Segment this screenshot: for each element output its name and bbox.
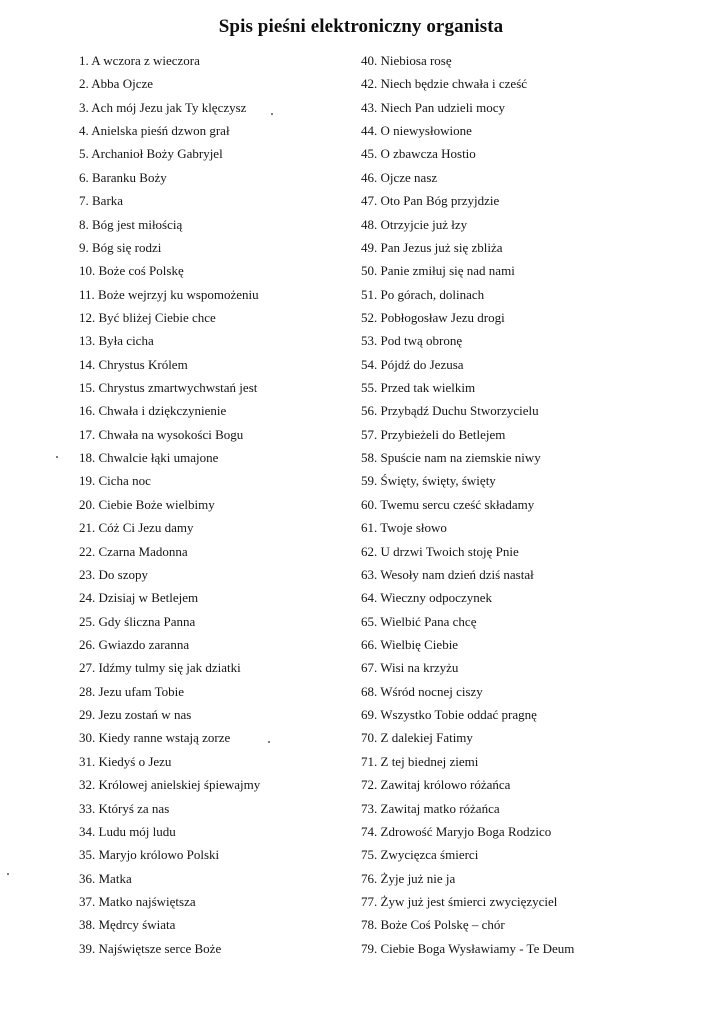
song-list-item: 48. Otrzyjcie już łzy	[361, 216, 468, 232]
song-list-item: 18. Chwalcie łąki umajone	[79, 450, 219, 466]
song-list-item: 76. Żyje już nie ja	[361, 870, 456, 886]
song-list-item: 59. Święty, święty, święty	[361, 473, 496, 489]
song-list-item: 77. Żyw już jest śmierci zwycięzyciel	[361, 893, 558, 909]
song-list-item: 72. Zawitaj królowo różańca	[361, 777, 511, 793]
song-list-item: 1. A wczora z wieczora	[79, 53, 200, 68]
song-list-item: 26. Gwiazdo zaranna	[79, 636, 190, 652]
song-list-item: 57. Przybieżeli do Betlejem	[361, 426, 506, 442]
song-list-item: 73. Zawitaj matko różańca	[361, 800, 500, 816]
scan-speck	[271, 113, 273, 115]
scan-speck	[56, 456, 58, 458]
song-list-item: 64. Wieczny odpoczynek	[361, 590, 492, 606]
song-list-item: 7. Barka	[79, 193, 124, 209]
song-list-item: 4. Anielska pieśń dzwon grał	[79, 123, 230, 139]
song-list-item: 14. Chrystus Królem	[79, 356, 188, 372]
song-list-right	[361, 49, 681, 960]
song-list-item: 19. Cicha noc	[79, 473, 151, 489]
song-list-item: 56. Przybądź Duchu Stworzycielu	[361, 403, 539, 419]
song-list-item: 62. U drzwi Twoich stoję Pnie	[361, 543, 519, 559]
song-list-item: 42. Niech będzie chwała i cześć	[361, 76, 528, 92]
song-list-item: 75. Zwycięzca śmierci	[361, 847, 479, 863]
song-list-item: 46. Ojcze nasz	[361, 169, 438, 185]
song-list-item: 13. Była cicha	[79, 333, 154, 349]
song-list-item: 35. Maryjo królowo Polski	[79, 847, 220, 863]
song-list-left	[79, 49, 349, 960]
song-list-item: 8. Bóg jest miłością	[79, 216, 183, 232]
song-list-item: 25. Gdy śliczna Panna	[79, 613, 196, 629]
song-list-item: 40. Niebiosa rosę	[361, 53, 452, 68]
scan-speck	[7, 873, 9, 875]
song-list-item: 61. Twoje słowo	[361, 520, 447, 536]
song-list-item: 38. Mędrcy świata	[79, 917, 176, 933]
song-list-item: 34. Ludu mój ludu	[79, 823, 176, 839]
song-list-item: 9. Bóg się rodzi	[79, 239, 162, 255]
song-list-item: 27. Idźmy tulmy się jak dziatki	[79, 660, 241, 676]
song-list-item: 6. Baranku Boży	[79, 169, 167, 185]
scan-speck	[268, 741, 270, 743]
song-list-item: 66. Wielbię Ciebie	[361, 636, 459, 652]
song-list-item: 68. Wśród nocnej ciszy	[361, 683, 483, 699]
song-list-item: 16. Chwała i dziękczynienie	[79, 403, 227, 419]
song-list-item: 39. Najświętsze serce Boże	[79, 940, 222, 956]
song-list-item: 29. Jezu zostań w nas	[79, 707, 192, 723]
song-list-item: 43. Niech Pan udzieli mocy	[361, 99, 506, 115]
song-list-item: 22. Czarna Madonna	[79, 543, 188, 559]
song-list-item: 28. Jezu ufam Tobie	[79, 683, 184, 699]
song-list-item: 36. Matka	[79, 870, 132, 886]
song-list-item: 33. Któryś za nas	[79, 800, 170, 816]
song-list-item: 55. Przed tak wielkim	[361, 380, 476, 396]
song-list-item: 11. Boże wejrzyj ku wspomożeniu	[79, 286, 259, 302]
song-list-item: 50. Panie zmiłuj się nad nami	[361, 263, 515, 279]
song-list-item: 69. Wszystko Tobie oddać pragnę	[361, 707, 537, 723]
song-list-item: 5. Archanioł Boży Gabryjel	[79, 146, 223, 162]
song-list-item: 10. Boże coś Polskę	[79, 263, 184, 279]
song-list-item: 17. Chwała na wysokości Bogu	[79, 426, 244, 442]
song-list-item: 44. O niewysłowione	[361, 123, 472, 139]
song-list-item: 49. Pan Jezus już się zbliża	[361, 239, 503, 255]
song-list-item: 54. Pójdź do Jezusa	[361, 356, 464, 372]
song-list-item: 74. Zdrowość Maryjo Boga Rodzico	[361, 823, 552, 839]
song-list-item: 21. Cóż Ci Jezu damy	[79, 520, 194, 536]
song-list-item: 79. Ciebie Boga Wysławiamy - Te Deum	[361, 940, 575, 956]
song-list-item: 24. Dzisiaj w Betlejem	[79, 590, 199, 606]
song-list-item: 2. Abba Ojcze	[79, 76, 154, 92]
song-list-item: 12. Być bliżej Ciebie chce	[79, 309, 216, 325]
song-list-item: 71. Z tej biednej ziemi	[361, 753, 479, 769]
song-list-item: 30. Kiedy ranne wstają zorze	[79, 730, 231, 746]
song-list-item: 3. Ach mój Jezu jak Ty klęczysz	[79, 99, 247, 115]
song-list-item: 60. Twemu sercu cześć składamy	[361, 496, 535, 512]
song-list-item: 70. Z dalekiej Fatimy	[361, 730, 473, 746]
song-list-item: 52. Pobłogosław Jezu drogi	[361, 309, 505, 325]
song-list-item: 78. Boże Coś Polskę – chór	[361, 917, 505, 933]
song-list-item: 51. Po górach, dolinach	[361, 286, 485, 302]
song-list-item: 58. Spuście nam na ziemskie niwy	[361, 450, 541, 466]
song-list-item: 67. Wisi na krzyżu	[361, 660, 459, 676]
song-list-item: 47. Oto Pan Bóg przyjdzie	[361, 193, 500, 209]
song-list-item: 31. Kiedyś o Jezu	[79, 753, 172, 769]
song-list-item: 53. Pod twą obronę	[361, 333, 463, 349]
song-list-item: 32. Królowej anielskiej śpiewajmy	[79, 777, 261, 793]
song-list-item: 63. Wesoły nam dzień dziś nastał	[361, 566, 534, 582]
song-list-item: 23. Do szopy	[79, 566, 148, 582]
song-list-item: 15. Chrystus zmartwychwstań jest	[79, 380, 258, 396]
page-title: Spis pieśni elektroniczny organista	[218, 16, 504, 37]
song-list-item: 37. Matko najświętsza	[79, 893, 196, 909]
song-list-item: 20. Ciebie Boże wielbimy	[79, 496, 215, 512]
song-list-item: 45. O zbawcza Hostio	[361, 146, 476, 162]
song-list-item: 65. Wielbić Pana chcę	[361, 613, 477, 629]
